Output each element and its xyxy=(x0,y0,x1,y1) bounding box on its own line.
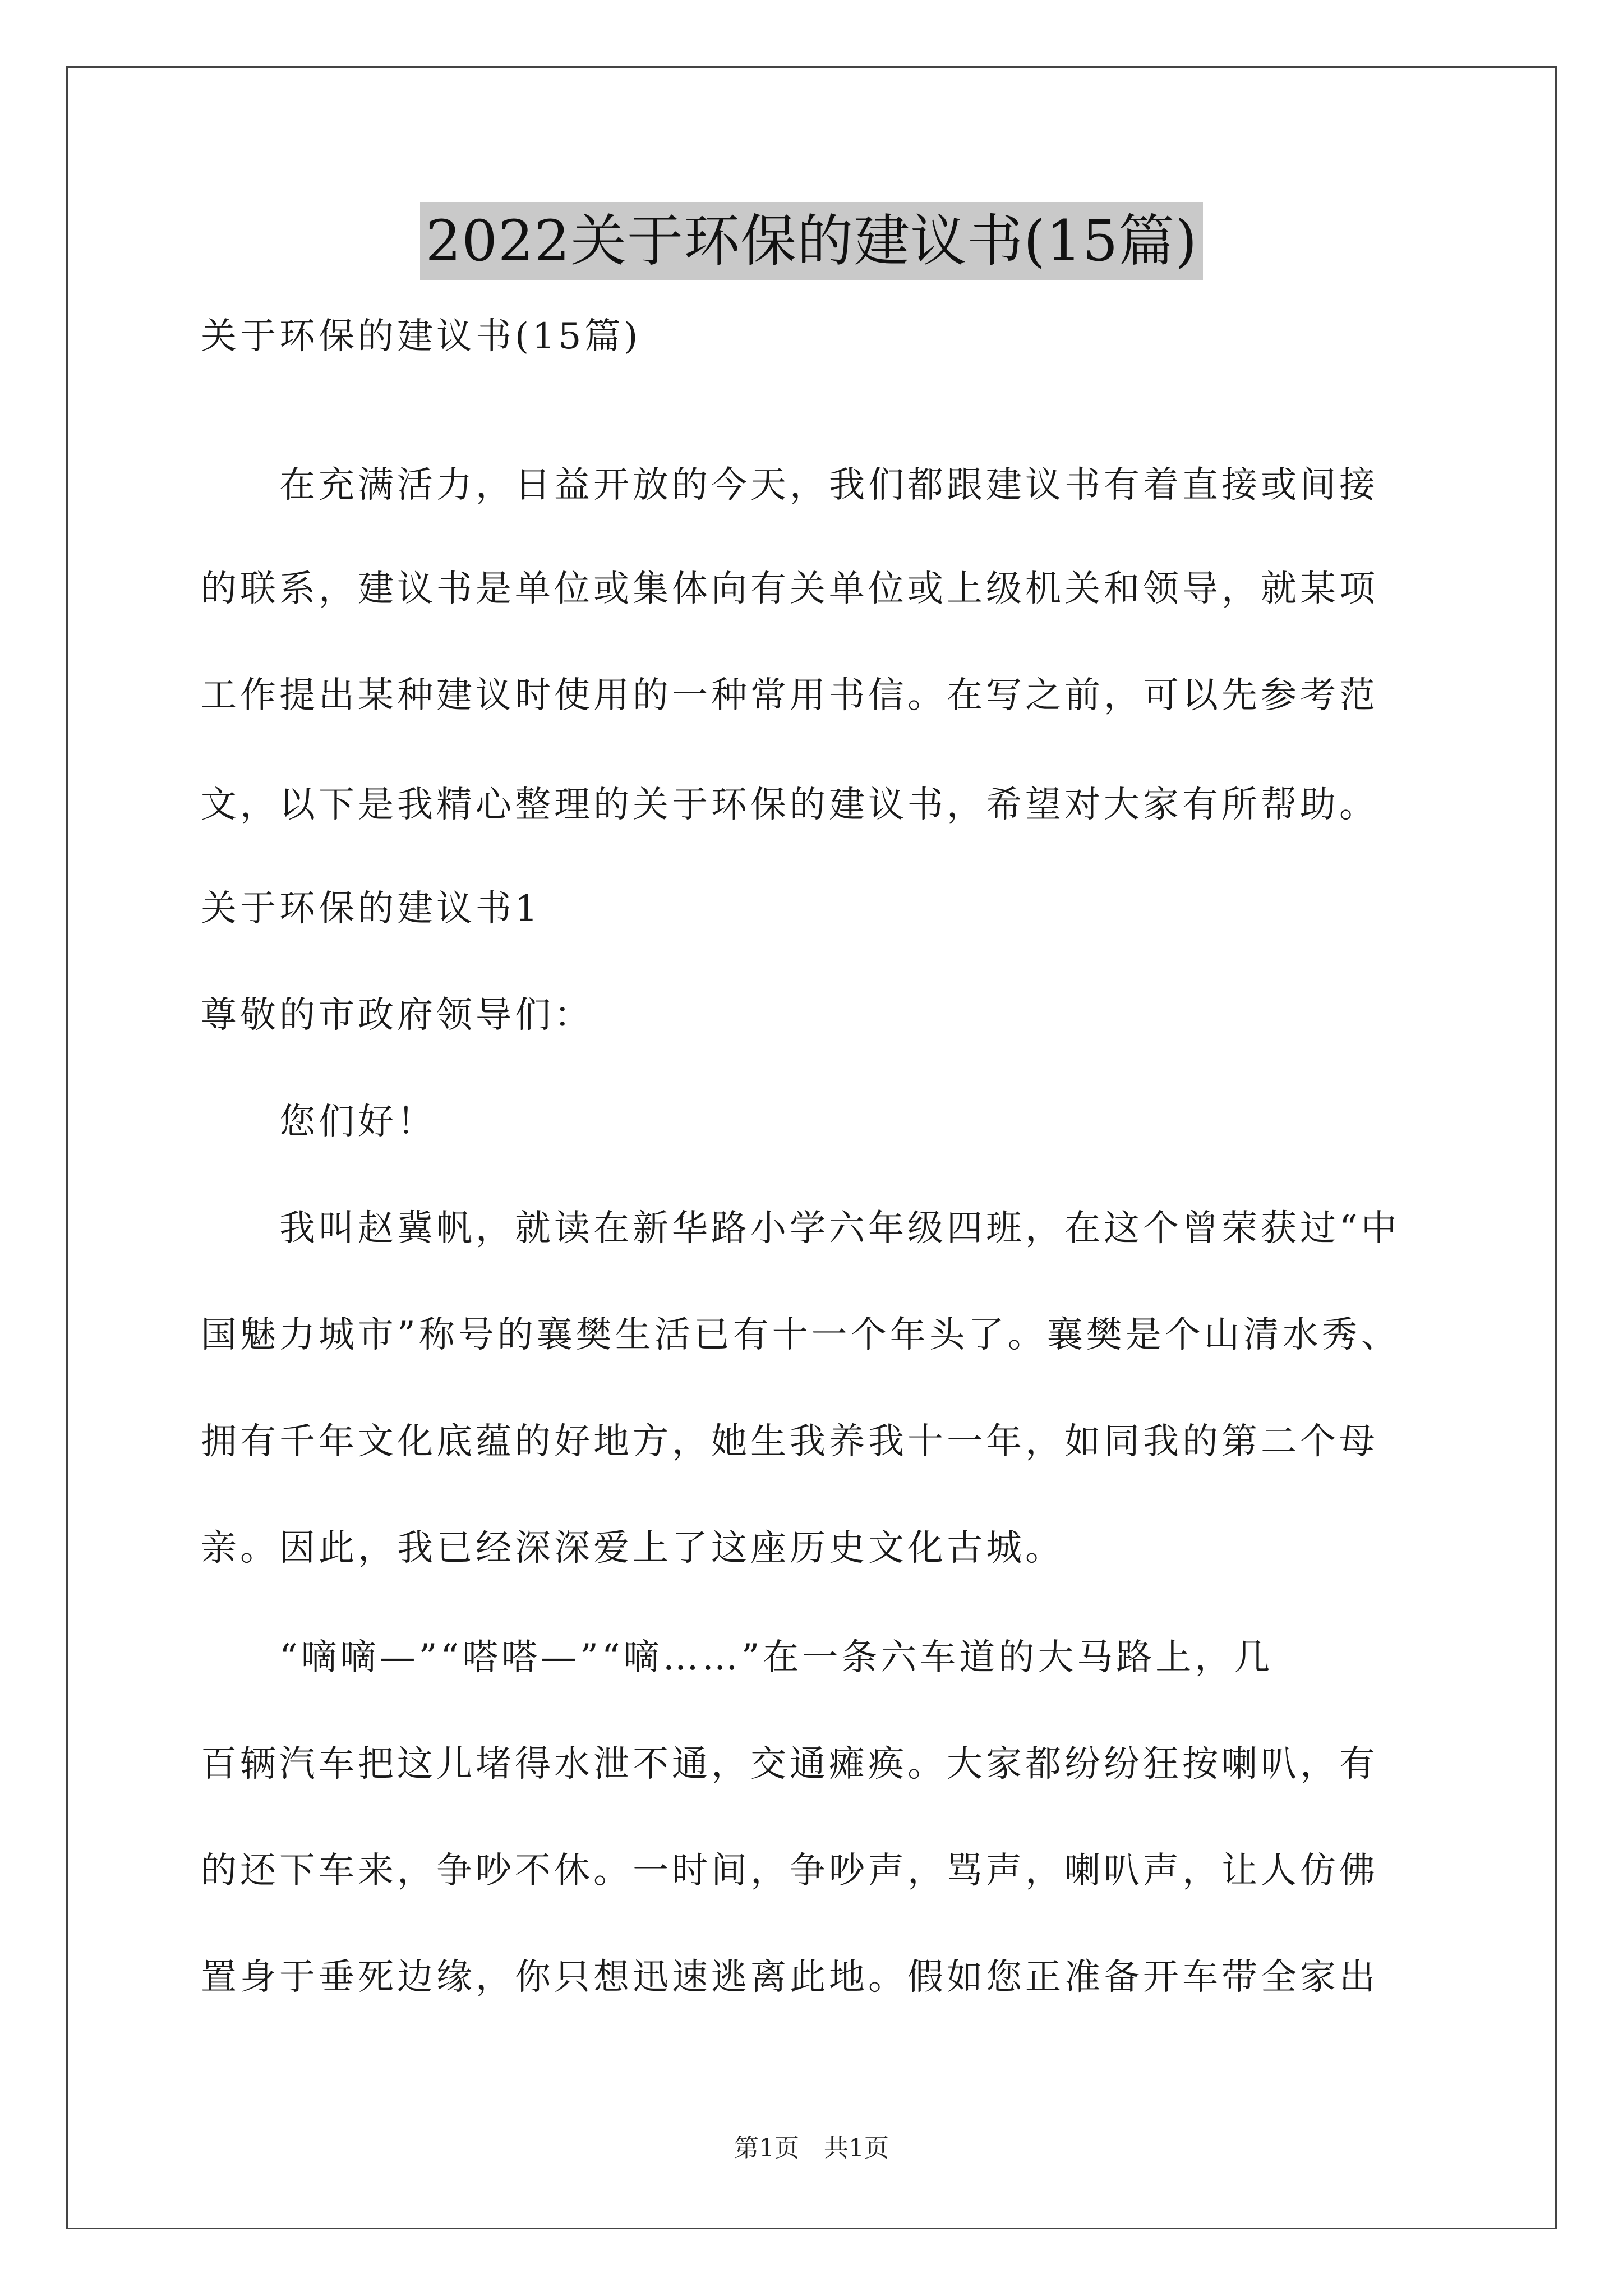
page-border xyxy=(66,66,1557,2229)
document-title: 2022关于环保的建议书(15篇) xyxy=(420,202,1204,280)
body-line-11: 拥有千年文化底蕴的好地方，她生我养我十一年，如同我的第二个母 xyxy=(201,1421,1378,1462)
body-line-16: 置身于垂死边缘，你只想迅速逃离此地。假如您正准备开车带全家出 xyxy=(201,1957,1378,1998)
body-line-4: 工作提出某种建议时使用的一种常用书信。在写之前，可以先参考范 xyxy=(201,675,1378,716)
body-line-15: 的还下车来，争吵不休。一时间，争吵声，骂声，喇叭声，让人仿佛 xyxy=(201,1850,1378,1892)
body-line-6: 关于环保的建议书1 xyxy=(201,888,541,930)
body-line-3: 的联系，建议书是单位或集体向有关单位或上级机关和领导，就某项 xyxy=(201,568,1378,610)
page-footer: 第1页 共1页 xyxy=(734,2134,889,2162)
body-line-13: “嘀嘀—”“嗒嗒—”“嘀……”在一条六车道的大马路上，几 xyxy=(201,1637,1274,1678)
body-line-7: 尊敬的市政府领导们： xyxy=(201,995,593,1036)
body-line-8: 您们好！ xyxy=(201,1101,436,1143)
body-line-5: 文，以下是我精心整理的关于环保的建议书，希望对大家有所帮助。 xyxy=(201,784,1378,826)
body-line-1: 关于环保的建议书(15篇) xyxy=(201,316,642,357)
body-line-10: 国魅力城市”称号的襄樊生活已有十一个年头了。襄樊是个山清水秀、 xyxy=(201,1314,1400,1356)
body-line-12: 亲。因此，我已经深深爱上了这座历史文化古城。 xyxy=(201,1527,1064,1569)
title-container xyxy=(0,202,1623,280)
body-line-9: 我叫赵冀帆，就读在新华路小学六年级四班，在这个曾荣获过“中 xyxy=(201,1208,1400,1249)
body-line-2: 在充满活力，日益开放的今天，我们都跟建议书有着直接或间接 xyxy=(201,464,1378,506)
body-line-14: 百辆汽车把这儿堵得水泄不通，交通瘫痪。大家都纷纷狂按喇叭，有 xyxy=(201,1743,1378,1785)
